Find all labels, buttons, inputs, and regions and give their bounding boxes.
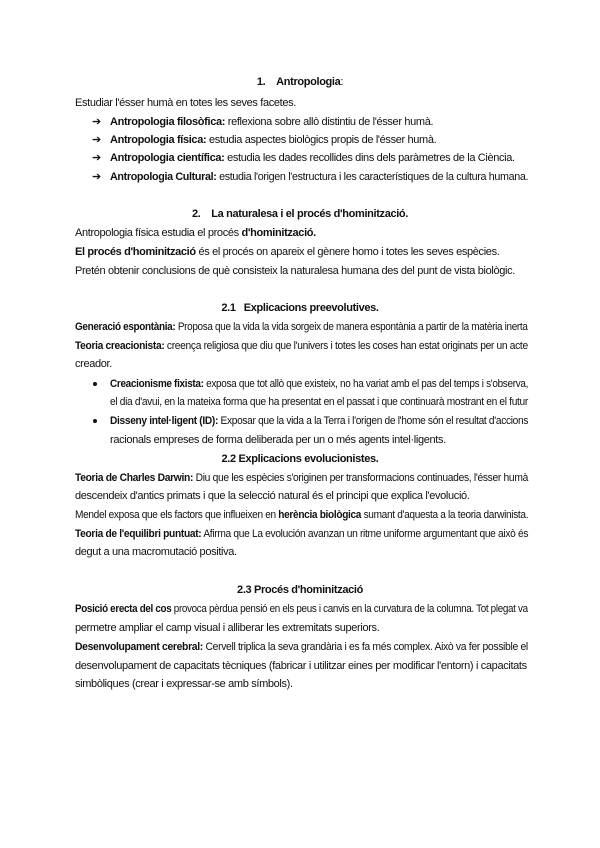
section-2-title: La naturalesa i el procés d'hominització.: [211, 208, 409, 220]
section-1-heading: [0, 75, 600, 89]
section-2-3-heading: [0, 583, 600, 597]
paragraph-text: Proposa que la vida la vida sorgeix de manera espontània a partir de la matèria inerta: [175, 321, 528, 333]
paragraph-continuation: simbòliques (crear i expressar-se amb símbols).: [75, 678, 293, 690]
section-2-2-title: 2.2 Explicacions evolucionistes.: [221, 453, 379, 465]
paragraph: [75, 602, 528, 616]
list-item-term: Antropologia Cultural:: [110, 171, 217, 183]
section-1-colon: :: [340, 76, 344, 88]
paragraph-text: Afirma que La evolución avanzan un ritme uniforme argumentant que això és: [201, 528, 529, 540]
section-2-1-title: Explicacions preevolutives.: [243, 302, 379, 314]
list-item-term: Antropologia física:: [110, 134, 207, 146]
paragraph-continuation: permetre ampliar el camp visual i alliberar les extremitats superiors.: [75, 622, 380, 634]
paragraph-text: Mendel exposa que els factors que influeixen en: [75, 509, 279, 521]
paragraph-text: és el procés on apareix el gènere homo i totes les seves espècies.: [195, 246, 500, 258]
paragraph: [75, 640, 528, 654]
paragraph: [75, 339, 528, 353]
paragraph-term: Teoria de l'equilibri puntuat:: [75, 528, 202, 540]
section-2-1-number: 2.1: [221, 302, 236, 314]
list-item: [110, 151, 515, 165]
paragraph-term: Teoria de Charles Darwin:: [75, 472, 194, 484]
paragraph: [75, 226, 316, 240]
paragraph-continuation: degut a una macromutació positiva.: [75, 546, 237, 558]
list-item-text: Exposar que la vida a la Terra i l'origen de l'home són el resultat d'accions: [218, 415, 529, 427]
paragraph-term: Teoria creacionista:: [75, 340, 165, 352]
paragraph: [75, 320, 528, 334]
paragraph-continuation: creador.: [75, 358, 112, 370]
list-item-text: estudia l'origen l'estructura i les característiques de la cultura humana.: [216, 171, 529, 183]
arrow-bullet-icon: ➔: [92, 171, 102, 183]
list-item-term: Antropologia filosòfica:: [110, 116, 226, 128]
list-item-text: reflexiona sobre allò distintiu de l'ésser humà.: [225, 116, 434, 128]
bullet-dot-icon: [93, 419, 97, 423]
paragraph-text: creença religiosa que diu que l'univers i totes les coses han estat originats per un acte: [164, 340, 528, 352]
paragraph: [75, 471, 528, 485]
list-item-term: Antropologia científica:: [110, 152, 225, 164]
section-2-number: 2.: [191, 208, 201, 220]
paragraph-text: sumant d'aquesta a la teoria darwinista.: [361, 509, 529, 521]
arrow-bullet-icon: ➔: [92, 116, 102, 128]
list-item-text: estudia aspectes biològics propis de l'ésser humà.: [206, 134, 437, 146]
section-1-number: 1.: [256, 76, 266, 88]
section-1-title: Antropologia: [276, 76, 341, 88]
list-item: [110, 133, 436, 147]
list-item-continuation: el dia d'avui, en la mateixa forma que ha presentat en el passat i que continuarà mostrant en el futur: [110, 396, 528, 408]
list-item-continuation: racionals empreses de forma deliberada per un o més agents intel·ligents.: [110, 434, 446, 446]
list-item-term: Disseny intel·ligent (ID):: [110, 415, 219, 427]
paragraph-text: Antropologia física estudia el procés: [75, 227, 242, 239]
arrow-bullet-icon: ➔: [92, 152, 102, 164]
paragraph: Pretén obtenir conclusions de què consisteix la naturalesa humana des del punt de vista biològic.: [75, 265, 515, 277]
list-item: [110, 414, 528, 428]
paragraph-text: Cervell triplica la seva grandària i es fa més complex. Això va fer possible el: [202, 641, 528, 653]
section-2-3-title: 2.3 Procés d'hominització: [237, 584, 363, 596]
paragraph-term: d'hominització.: [241, 227, 316, 239]
section-2-heading: [0, 207, 600, 221]
list-item: [110, 170, 528, 184]
list-item: [110, 115, 433, 129]
section-2-2-heading: [0, 452, 600, 466]
paragraph-term: El procés d'hominització: [75, 246, 196, 258]
paragraph-text: provoca pèrdua pensió en els peus i canvis en la curvatura de la columna. Tot plegat va: [171, 603, 528, 615]
section-1-intro: Estudiar l'ésser humà en totes les seves facetes.: [75, 97, 296, 109]
paragraph-text: Diu que les espècies s'originen per transformacions continuades, l'ésser humà: [193, 472, 528, 484]
paragraph-term: Generació espontània:: [75, 321, 176, 333]
list-item-term: Creacionisme fixista:: [110, 378, 204, 390]
list-item: [110, 377, 528, 391]
paragraph: [75, 508, 528, 522]
arrow-bullet-icon: ➔: [92, 134, 102, 146]
list-item-text: exposa que tot allò que existeix, no ha variat amb el pas del temps i s'observa,: [203, 378, 529, 390]
paragraph: [75, 245, 499, 259]
paragraph-continuation: descendeix d'antics primats i que la selecció natural és el principi que explica l'evolució.: [75, 490, 470, 502]
section-2-1-heading: [0, 301, 600, 315]
paragraph: [75, 527, 528, 541]
paragraph-term: herència biològica: [278, 509, 362, 521]
paragraph-continuation: desenvolupament de capacitats tècniques (fabricar i utilitzar eines per modificar l'entorn) i capacitats: [75, 660, 527, 672]
list-item-text: estudia les dades recollides dins dels paràmetres de la Ciència.: [224, 152, 515, 164]
paragraph-term: Desenvolupament cerebral:: [75, 641, 203, 653]
paragraph-term: Posició erecta del cos: [75, 603, 172, 615]
bullet-dot-icon: [93, 382, 97, 386]
